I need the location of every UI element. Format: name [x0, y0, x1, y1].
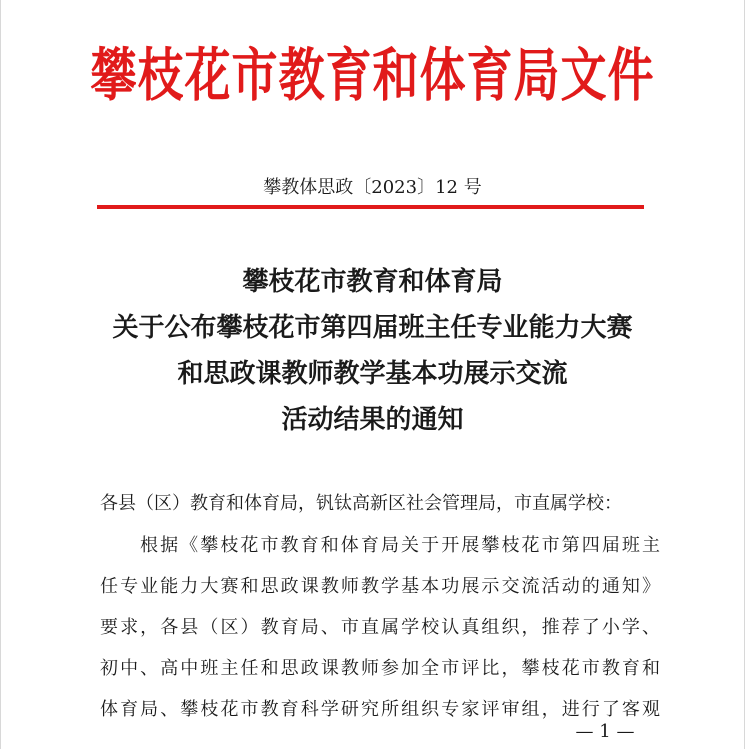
red-header-rule	[97, 205, 644, 209]
title-line-1: 攀枝花市教育和体育局	[242, 267, 503, 297]
document-number: 攀教体思政〔2023〕12 号	[263, 177, 482, 198]
notice-title	[0, 259, 745, 443]
body-line-5: 体育局、攀枝花市教育科学研究所组织专家评审组，进行了客观	[100, 699, 660, 720]
title-line-2: 关于公布攀枝花市第四届班主任专业能力大赛	[112, 313, 633, 343]
body-line-4: 初中、高中班主任和思政课教师参加全市评比，攀枝花市教育和	[100, 658, 660, 679]
body-line-1: 根据《攀枝花市教育和体育局关于开展攀枝花市第四届班主	[140, 535, 660, 556]
red-masthead-title: 攀枝花市教育和体育局文件	[90, 41, 655, 109]
salutation: 各县（区）教育和体育局，钒钛高新区社会管理局，市直属学校：	[100, 493, 622, 514]
notice-body	[100, 483, 660, 730]
page-number: — 1 —	[575, 721, 635, 742]
body-line-2: 任专业能力大赛和思政课教师教学基本功展示交流活动的通知》	[100, 576, 660, 597]
title-line-3: 和思政课教师教学基本功展示交流	[177, 359, 568, 389]
body-line-3: 要求，各县（区）教育局、市直属学校认真组织，推荐了小学、	[100, 617, 660, 638]
title-line-4: 活动结果的通知	[281, 405, 464, 435]
